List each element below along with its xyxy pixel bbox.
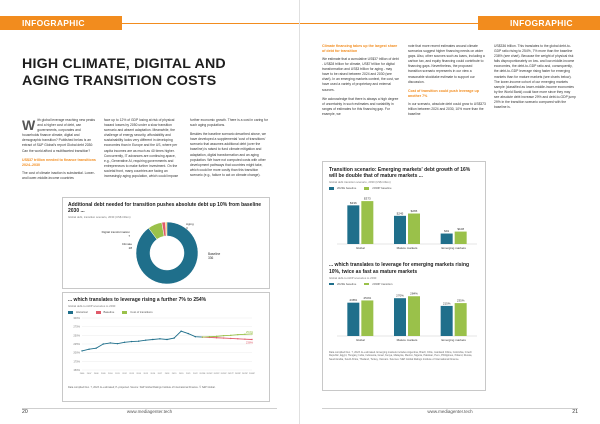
slice-value: 336: [208, 256, 214, 261]
chart-title: Transition scenario: Emerging markets' debt growth of 16% will be double that of mature markets ...: [329, 167, 471, 180]
infographic-tab: INFOGRAPHIC: [0, 16, 122, 30]
x-tick-label: 2015: [143, 373, 149, 376]
body-paragraph: note that more recent estimates around climate scenarios suggest higher financing needs on wider gaps. Also, other sources such as loans, including a carbon tax, and equity financing could contribute to financing gaps. Nevertheless, the proposed transition scenario represents in our view a reasonable stocktake estimate to support our discussion.: [408, 44, 485, 84]
x-tick-label: 2028P: [234, 373, 241, 376]
slice-value: 3: [186, 226, 188, 231]
legend-label: Baseline: [103, 310, 115, 315]
category-label: Mature markets: [396, 337, 418, 342]
data-point: [195, 336, 196, 337]
chart-source-note: Data compiled Dec. 7, 2023. E–estimated; P–projected. Source: S&P Global Ratings Institute of International Finance. © S&P Global.: [68, 386, 216, 390]
data-point: [216, 337, 217, 338]
right-page: [300, 0, 600, 424]
chart-subtitle: Global debt transition scenario, 2030 (US$ trillion): [329, 180, 391, 185]
legend-swatch: [364, 187, 369, 190]
body-paragraph: The cost of climate inaction is substantial. Lower- and lower-middle-income countries: [22, 170, 95, 180]
footer-url[interactable]: www.mediagenter.tech: [427, 409, 473, 414]
transition-debt-chart: [62, 197, 270, 289]
data-point: [223, 338, 224, 339]
x-tick-label: 2010: [108, 373, 113, 376]
bar: [441, 306, 453, 336]
section-highlight: US$37 trillion needed to finance transitions 2024–2030: [22, 157, 96, 167]
legend-label: Historical: [76, 310, 88, 315]
x-tick-label: 2007: [86, 373, 92, 376]
bar: [361, 202, 373, 245]
data-point: [95, 348, 96, 349]
annotation-label: 238%: [245, 340, 253, 345]
x-tick-label: 2022: [193, 373, 198, 376]
data-point: [124, 342, 125, 343]
data-point: [216, 336, 217, 337]
data-point: [159, 338, 160, 339]
data-point: [188, 333, 189, 334]
x-tick-label: 2029P: [241, 373, 248, 376]
chart-title: Additional debt needed for transition pushes absolute debt up 10% from baseline 2030 ...: [68, 202, 262, 215]
data-point: [209, 336, 210, 337]
data-point: [230, 335, 231, 336]
slice-value: 28: [128, 246, 132, 251]
slice-value: 7: [128, 234, 130, 239]
data-label: 270%: [396, 293, 404, 298]
slice-label: Climate: [121, 242, 132, 247]
x-tick-label: 2026P: [220, 373, 227, 376]
data-point: [138, 341, 139, 342]
page-number: 21: [572, 409, 578, 415]
data-point: [81, 350, 82, 351]
x-tick-label: 2008: [93, 373, 99, 376]
data-point: [88, 349, 89, 350]
x-tick-label: 2023E: [199, 373, 206, 376]
chart-title: ... which translates to leverage rising a further 7% to 254%: [68, 297, 207, 303]
x-tick-label: 2016: [150, 373, 156, 376]
page-number: 20: [22, 409, 28, 415]
leverage-bar-chart: [329, 286, 481, 344]
y-tick-label: 250%: [73, 334, 80, 338]
article-column-2: [104, 118, 182, 183]
data-point: [131, 341, 132, 342]
chart-source-note: Data compiled Dec. 7, 2023. E–estimated. Emerging markets includes Argentina, Brazil, Chile, mainland China, Colombia, Czech Republic, Egypt, Hungary, India, Indonesia, Israel, Kenya, Malaysia, Mexico, Nigeria, Pakistan, Peru, Philippines, Poland, Russia, Saudi Arabia, South Africa, Thailand, Turkey, Vietnam. Sources: S&P Global Ratings Institute of International Finance.: [329, 350, 473, 361]
data-point: [166, 339, 167, 340]
y-tick-label: 275%: [73, 325, 80, 329]
chart-title: ... which translates to leverage for emerging markets rising 10%, twice as fast as mature markets: [329, 262, 470, 275]
infographic-tab: INFOGRAPHIC: [478, 16, 600, 30]
header-rule: [122, 23, 299, 24]
legend-swatch: [329, 187, 334, 190]
data-label: 235%: [456, 298, 465, 303]
x-tick-label: 2027P: [227, 373, 234, 376]
legend-swatch: [364, 283, 369, 286]
bar: [394, 216, 406, 244]
x-tick-label: 2009: [100, 373, 106, 376]
category-label: Global: [355, 246, 365, 251]
data-label: 254%: [363, 295, 372, 300]
intro-paragraph: With global leverage reaching new peaks and a higher cost of debt, can governments, corporates and households finance climate, digital and demographic transition? Published below is an extract of S&P Global's report Global debt 2030: Can the world afford a multifaceted transition?: [22, 117, 96, 153]
y-tick-label: 150%: [73, 369, 80, 373]
category-label: Emerging markets: [441, 246, 466, 251]
annotation-label: 254%: [245, 330, 253, 335]
x-tick-label: 2006: [79, 373, 85, 376]
x-tick-label: 2019: [171, 373, 177, 376]
data-label: 238%: [349, 297, 358, 302]
debt-bar-chart: [329, 190, 481, 252]
data-label: 215%: [442, 301, 451, 306]
emerging-markets-charts: [322, 161, 486, 391]
bar: [394, 298, 406, 336]
dropcap: W: [22, 117, 36, 133]
footer-url[interactable]: www.mediagenter.tech: [126, 409, 173, 414]
x-tick-label: 2020: [178, 373, 184, 376]
data-point: [173, 338, 174, 339]
chart-subtitle: Global debt, transition scenario, 2030 (US$ trillion): [68, 215, 131, 220]
category-label: Emerging markets: [441, 337, 466, 342]
y-tick-label: 200%: [73, 351, 80, 355]
data-point: [237, 338, 238, 339]
data-point: [117, 343, 118, 344]
body-paragraph: face up to 12% of GDP losing at risk of physical hazard losses by 2050 under a slow transition scenario and absent adaptation. Meanwhile, the challenge of energy security, affordability and sustainability looks very different in developing economies than in Europe and the US, where per capita incomes are as much as 40 times higher. Concurrently, IT advances are continuing apace, e.g., Generative AI, requiring governments and entrepreneurs to make further investment. On the societal front, many countries are facing an increasingly aging population, which could impose: [104, 118, 179, 179]
x-tick-label: 2011: [115, 373, 120, 376]
bar: [408, 296, 420, 336]
legend-label: 2023E baseline: [337, 281, 357, 286]
legend-label: 2030P transition: [372, 281, 393, 286]
x-tick-label: 2018: [164, 373, 170, 376]
data-label: $91: [444, 229, 450, 234]
x-tick-label: 2013: [129, 373, 134, 376]
bar: [408, 214, 420, 244]
data-point: [202, 337, 203, 338]
section-highlight: Climate financing takes up the largest share of debt for transition: [322, 44, 398, 53]
chart-subtitle: Global debt-to-GDP scenarios to 2030: [68, 304, 116, 309]
body-paragraph: We estimate that a cumulative US$37 trillion of debt - US$28 trillion for climate, US$7 trillion for digital transformation and US$3 trillion for aging - may have to be raised between 2024 and 2030 (see chart). In an emerging markets context, the cost, we have used a variety of proprietary and external sources.: [322, 57, 399, 92]
section-highlight: Cost of transition could push leverage up another 7%: [408, 88, 479, 98]
donut-chart: [68, 219, 266, 287]
data-label: $265: [410, 209, 418, 214]
x-tick-label: 2012: [122, 373, 127, 376]
category-label: Global: [355, 337, 365, 342]
body-paragraph: further economic growth. There is a cost in caring for such aging populations.: [190, 118, 268, 128]
data-point: [223, 335, 224, 336]
line-chart: [68, 314, 266, 380]
body-paragraph: Besides the baseline scenario described above, we have developed a supplemental 'cost of transitions' scenario that assumes additional debt (over the baseline) is raised to fund climate mitigation and adaptation, digital transformation and an aging population. We have not computed costs with other development pathways that countries might take, which could be more costly than this transition scenario (e.g., failure to act on climate change).: [190, 132, 267, 177]
category-label: Mature markets: [396, 246, 418, 251]
x-tick-label: 2030P: [248, 373, 256, 376]
data-point: [103, 344, 104, 345]
data-point: [145, 340, 146, 341]
bar: [347, 206, 359, 245]
y-tick-label: 300%: [73, 317, 80, 321]
data-label: $373: [363, 197, 371, 202]
chart-subtitle: Global debt-to-GDP scenarios to 2030: [329, 275, 377, 280]
body-paragraph: In our scenario, absolute debt could grow to US$373 trillion between 2024 and 2030, 10% more than the baseline: [408, 101, 486, 116]
x-tick-label: 2017: [157, 373, 163, 376]
bar: [361, 300, 373, 336]
bar: [455, 303, 467, 336]
data-point: [230, 338, 231, 339]
legend-swatch: [96, 311, 101, 314]
data-point: [237, 334, 238, 335]
article-column-1: [22, 118, 96, 185]
data-point: [110, 342, 111, 343]
legend-label: Cost of transitions: [130, 310, 153, 315]
body-paragraph: We acknowledge that there is always a high degree of uncertainty in such estimates and variability in ranges of estimates for this financing gap. For example, we: [322, 96, 399, 116]
legend-label: 2030P baseline: [372, 186, 392, 191]
data-point: [152, 339, 153, 340]
bar: [347, 302, 359, 335]
legend-label: 2023E baseline: [337, 186, 357, 191]
article-column-3: [190, 118, 270, 182]
article-column-3: [494, 44, 576, 114]
donut-slice-baseline: [136, 222, 198, 284]
slice-label: Aging: [186, 222, 194, 227]
body-paragraph: US$336 trillion. This translates to the global debt-to-GDP ratio rising to 254%, 7% more than the baseline 238% (see chart). Because the weight of physical risk falls disproportionately on low- and low-middle-income economies, the debt-to-GDP ratio and, consequently, the debt-to-GDP leverage rising faster for emerging markets than for mature markets (see charts below). The lower-income cohort of our emerging markets sample (classified as lower-middle-income economies by the World Bank) could face more since they may see absolute debt increase 29% and debt-to-GDP jump 29% in the transition scenario compared with the baseline is.: [494, 44, 576, 110]
legend-swatch: [122, 311, 127, 314]
x-tick-label: 2024P: [206, 373, 213, 376]
article-column-1: [322, 44, 400, 121]
series-line-historical: [82, 331, 202, 351]
article-column-2: [408, 44, 486, 121]
y-tick-label: 225%: [73, 343, 80, 347]
slice-label: Digital transformation: [101, 230, 130, 235]
header-rule: [300, 23, 478, 24]
bar: [441, 234, 453, 244]
x-tick-label: 2025P: [213, 373, 220, 376]
page-headline: HIGH CLIMATE, DIGITAL AND AGING TRANSITION COSTS: [22, 56, 226, 89]
slice-label: Baseline: [208, 252, 221, 257]
x-tick-label: 2014: [136, 373, 141, 376]
legend-swatch: [329, 283, 334, 286]
x-tick-label: 2021: [185, 373, 191, 376]
data-label: 284%: [410, 291, 418, 296]
bar: [455, 232, 467, 244]
y-tick-label: 175%: [73, 360, 80, 364]
data-label: $336: [349, 201, 357, 206]
data-label: $245: [396, 211, 404, 216]
legend-swatch: [68, 311, 73, 314]
data-label: $108: [457, 227, 465, 232]
leverage-line-chart: [62, 292, 270, 402]
data-point: [180, 331, 181, 332]
